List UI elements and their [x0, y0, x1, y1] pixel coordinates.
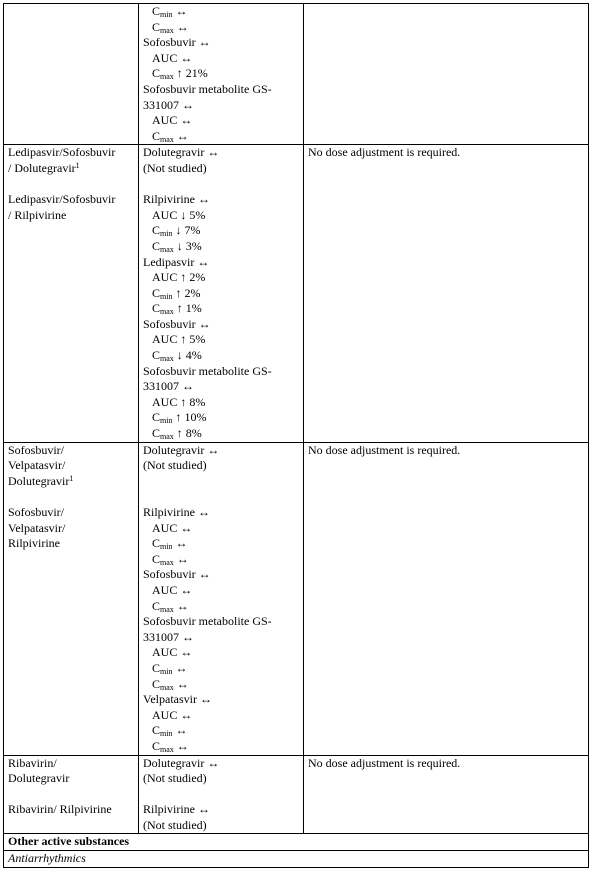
effect-label: AUC — [152, 645, 178, 660]
effect-line — [143, 443, 299, 459]
effect-line — [143, 426, 299, 442]
drug-name-line: / Dolutegravir$^1$ — [8, 160, 80, 175]
drug-name-line: / Rilpivirine — [8, 207, 67, 222]
drug-name-line: Sofosbuvir/ — [8, 442, 65, 457]
arrow-none-icon: ↔ — [176, 738, 189, 753]
concentration-symbol: C — [152, 738, 161, 753]
effect-label: Sofosbuvir metabolite GS- — [143, 363, 272, 378]
effect-line — [143, 301, 299, 317]
arrow-none-icon: ↔ — [176, 676, 189, 691]
arrow-up-icon: ↑ — [176, 301, 183, 316]
change-value: 7% — [184, 223, 201, 238]
recommendation-cell — [304, 755, 589, 834]
effect-line — [143, 661, 299, 677]
effect-line — [143, 317, 299, 333]
change-value: 2% — [189, 270, 206, 285]
effect-line — [143, 567, 299, 583]
interaction-row — [4, 4, 589, 145]
concentration-symbol: C — [152, 536, 161, 551]
effect-line — [143, 630, 299, 646]
recommendation-text: No dose adjustment is required. — [308, 755, 461, 770]
effects-cell — [139, 4, 304, 145]
concentration-subscript: min — [160, 10, 173, 19]
concentration-subscript: min — [160, 666, 173, 676]
concentration-subscript: min — [160, 291, 173, 301]
effect-line — [143, 583, 299, 599]
spacer — [8, 177, 134, 193]
effect-line — [143, 51, 299, 67]
effect-label: 331007 — [143, 629, 179, 644]
effect-line — [143, 692, 299, 708]
arrow-none-icon: ↔ — [198, 316, 211, 331]
arrow-none-icon: ↔ — [176, 551, 189, 566]
arrow-up-icon: ↑ — [180, 394, 187, 409]
effect-line — [143, 4, 299, 20]
effect-label: AUC — [152, 50, 178, 65]
arrow-up-icon: ↑ — [176, 66, 183, 81]
arrow-none-icon: ↔ — [175, 660, 188, 675]
arrow-none-icon: ↔ — [176, 19, 189, 34]
change-value: 8% — [185, 426, 202, 441]
arrow-none-icon: ↔ — [182, 629, 194, 644]
effect-label: AUC — [152, 394, 178, 409]
recommendation-cell — [304, 442, 589, 755]
arrow-none-icon: ↔ — [180, 520, 193, 535]
change-value: 2% — [184, 285, 201, 300]
effect-line — [143, 113, 299, 129]
arrow-down-icon: ↓ — [175, 223, 182, 238]
change-value: 8% — [189, 394, 206, 409]
effect-line — [143, 239, 299, 255]
effect-line — [143, 20, 299, 36]
arrow-none-icon: ↔ — [182, 379, 194, 394]
section-rows — [4, 834, 589, 867]
effect-line — [143, 66, 299, 82]
effect-label: AUC — [152, 113, 178, 128]
arrow-none-icon: ↔ — [182, 97, 194, 112]
arrow-down-icon: ↓ — [176, 348, 183, 363]
interaction-table — [3, 3, 589, 868]
effect-label: AUC — [152, 520, 178, 535]
drug-name-line: Ledipasvir/Sofosbuvir — [8, 145, 116, 160]
effect-line — [143, 129, 299, 145]
recommendation-text: No dose adjustment is required. — [308, 442, 461, 457]
change-value: 1% — [185, 301, 202, 316]
effect-label: Dolutegravir — [143, 755, 205, 770]
effect-label: AUC — [152, 707, 178, 722]
effect-label: Rilpivirine — [143, 192, 195, 207]
concentration-symbol: C — [152, 348, 161, 363]
arrow-down-icon: ↓ — [180, 207, 187, 222]
concentration-symbol: C — [152, 551, 161, 566]
drug-name-line: Dolutegravir$^1$ — [8, 473, 74, 488]
effect-line — [143, 771, 299, 787]
concentration-subscript: max — [160, 72, 174, 82]
effect-line — [143, 255, 299, 271]
effect-line — [143, 739, 299, 755]
effect-label: Sofosbuvir metabolite GS- — [143, 81, 272, 96]
effect-line — [143, 208, 299, 224]
effect-line — [143, 552, 299, 568]
effect-line — [143, 395, 299, 411]
effect-line — [143, 536, 299, 552]
concentration-subscript: max — [160, 25, 174, 35]
effect-line — [143, 489, 299, 505]
change-value: 5% — [189, 332, 206, 347]
concentration-subscript: max — [160, 307, 174, 317]
effect-line — [143, 756, 299, 772]
drug-name-line: Velpatasvir/ — [8, 458, 66, 473]
arrow-up-icon: ↑ — [175, 285, 182, 300]
change-value: 4% — [185, 348, 202, 363]
effect-label: AUC — [152, 582, 178, 597]
concentration-symbol: C — [152, 128, 161, 143]
arrow-none-icon: ↔ — [176, 598, 189, 613]
effect-line — [143, 35, 299, 51]
effect-label: Sofosbuvir — [143, 35, 196, 50]
effect-label: (Not studied) — [143, 771, 207, 786]
effect-label: AUC — [152, 207, 178, 222]
arrow-none-icon: ↔ — [207, 145, 220, 160]
effect-line — [143, 802, 299, 818]
effect-line — [143, 614, 299, 630]
effect-line — [143, 286, 299, 302]
effect-line — [143, 348, 299, 364]
change-value: 3% — [185, 238, 202, 253]
section-header: Other active substances — [4, 834, 589, 851]
arrow-up-icon: ↑ — [176, 426, 183, 441]
drug-name-line: Rilpivirine — [8, 536, 60, 551]
effect-label: 331007 — [143, 97, 179, 112]
effect-line — [143, 505, 299, 521]
effect-label: Dolutegravir — [143, 442, 205, 457]
drug-name-line: Ribavirin/ — [8, 755, 57, 770]
recommendation-text: No dose adjustment is required. — [308, 145, 461, 160]
drug-name-line: Velpatasvir/ — [8, 520, 66, 535]
effect-label: Rilpivirine — [143, 802, 195, 817]
arrow-none-icon: ↔ — [198, 802, 210, 817]
concentration-symbol: C — [152, 238, 161, 253]
arrow-none-icon: ↔ — [175, 536, 188, 551]
concentration-subscript: max — [160, 432, 174, 442]
arrow-none-icon: ↔ — [176, 128, 189, 143]
interaction-row — [4, 755, 589, 834]
effect-line — [143, 223, 299, 239]
arrow-none-icon: ↔ — [180, 113, 193, 128]
effect-label: Sofosbuvir metabolite GS- — [143, 614, 272, 629]
effect-line — [143, 818, 299, 834]
drug-name-line: Ledipasvir/Sofosbuvir — [8, 192, 116, 207]
change-value: 21% — [185, 66, 208, 81]
arrow-none-icon: ↔ — [180, 645, 193, 660]
arrow-none-icon: ↔ — [180, 50, 193, 65]
interaction-row — [4, 442, 589, 755]
concentration-symbol: C — [152, 301, 161, 316]
effect-line — [143, 474, 299, 490]
concentration-symbol: C — [152, 19, 161, 34]
concentration-subscript: max — [160, 604, 174, 614]
concentration-symbol: C — [152, 660, 161, 675]
effect-line — [143, 723, 299, 739]
effect-line — [143, 82, 299, 98]
effect-line — [143, 177, 299, 193]
effect-label: Sofosbuvir — [143, 316, 196, 331]
concentration-symbol: C — [152, 426, 161, 441]
arrow-down-icon: ↓ — [176, 238, 183, 253]
effect-line — [143, 192, 299, 208]
spacer — [8, 787, 134, 803]
concentration-subscript: max — [160, 244, 174, 254]
arrow-none-icon: ↔ — [197, 254, 210, 269]
effect-label: Sofosbuvir — [143, 567, 196, 582]
concentration-subscript: min — [160, 542, 173, 552]
effect-line — [143, 364, 299, 380]
arrow-none-icon: ↔ — [207, 755, 220, 770]
concentration-symbol: C — [152, 676, 161, 691]
effect-line — [143, 410, 299, 426]
concentration-subscript: max — [160, 682, 174, 692]
footnote-marker: 1 — [75, 160, 80, 170]
interaction-table-body — [4, 4, 589, 834]
effect-line — [143, 270, 299, 286]
effect-label: 331007 — [143, 379, 179, 394]
effects-cell — [139, 145, 304, 442]
change-value: 5% — [189, 207, 206, 222]
effect-label: AUC — [152, 332, 178, 347]
effect-label: AUC — [152, 270, 178, 285]
arrow-none-icon: ↔ — [175, 723, 188, 738]
effect-line — [143, 332, 299, 348]
drug-cell — [4, 4, 139, 145]
recommendation-cell — [304, 145, 589, 442]
section-header-row — [4, 834, 589, 851]
effects-cell — [139, 442, 304, 755]
concentration-subscript: min — [160, 729, 173, 739]
drug-name-line: Dolutegravir — [8, 771, 70, 786]
effect-line — [143, 145, 299, 161]
effects-cell — [139, 755, 304, 834]
concentration-symbol: C — [152, 223, 161, 238]
concentration-subscript: max — [160, 557, 174, 567]
drug-cell — [4, 755, 139, 834]
arrow-none-icon: ↔ — [180, 707, 193, 722]
concentration-subscript: min — [160, 416, 173, 426]
effect-line — [143, 708, 299, 724]
effect-label: Ledipasvir — [143, 254, 195, 269]
arrow-none-icon: ↔ — [207, 442, 220, 457]
arrow-up-icon: ↑ — [180, 332, 187, 347]
footnote-marker: 1 — [69, 473, 74, 483]
subsection-header: Antiarrhythmics — [4, 851, 589, 868]
effect-label: Rilpivirine — [143, 505, 195, 519]
interaction-row — [4, 145, 589, 442]
concentration-subscript: max — [160, 354, 174, 364]
drug-name-line: Ribavirin/ Rilpivirine — [8, 802, 112, 817]
concentration-subscript: max — [160, 134, 174, 144]
arrow-none-icon: ↔ — [199, 692, 212, 707]
effect-label: (Not studied) — [143, 458, 207, 473]
arrow-up-icon: ↑ — [180, 270, 187, 285]
arrow-none-icon: ↔ — [198, 192, 210, 207]
recommendation-cell — [304, 4, 589, 145]
effect-label: Dolutegravir — [143, 145, 205, 160]
effect-line — [143, 521, 299, 537]
effect-label: Velpatasvir — [143, 692, 197, 707]
concentration-subscript: min — [160, 229, 173, 239]
effect-line — [143, 787, 299, 803]
effect-line — [143, 677, 299, 693]
arrow-none-icon: ↔ — [198, 35, 211, 50]
concentration-symbol: C — [152, 723, 161, 738]
drug-name-line: Sofosbuvir/ — [8, 505, 65, 519]
drug-cell — [4, 442, 139, 755]
concentration-symbol: C — [152, 410, 161, 425]
drug-cell — [4, 145, 139, 442]
arrow-none-icon: ↔ — [180, 582, 193, 597]
effect-line — [143, 161, 299, 177]
subsection-header-row — [4, 851, 589, 868]
concentration-symbol: C — [152, 4, 161, 18]
arrow-none-icon: ↔ — [198, 567, 211, 582]
concentration-symbol: C — [152, 285, 161, 300]
effect-line — [143, 458, 299, 474]
concentration-symbol: C — [152, 66, 161, 81]
spacer — [8, 489, 134, 505]
effect-line — [143, 645, 299, 661]
effect-line — [143, 379, 299, 395]
effect-line — [143, 599, 299, 615]
arrow-none-icon: ↔ — [175, 4, 188, 18]
concentration-symbol: C — [152, 598, 161, 613]
concentration-subscript: max — [160, 744, 174, 754]
change-value: 10% — [184, 410, 207, 425]
effect-label: (Not studied) — [143, 160, 207, 175]
effect-line — [143, 98, 299, 114]
effect-label: (Not studied) — [143, 817, 207, 832]
arrow-none-icon: ↔ — [198, 505, 210, 519]
arrow-up-icon: ↑ — [175, 410, 182, 425]
